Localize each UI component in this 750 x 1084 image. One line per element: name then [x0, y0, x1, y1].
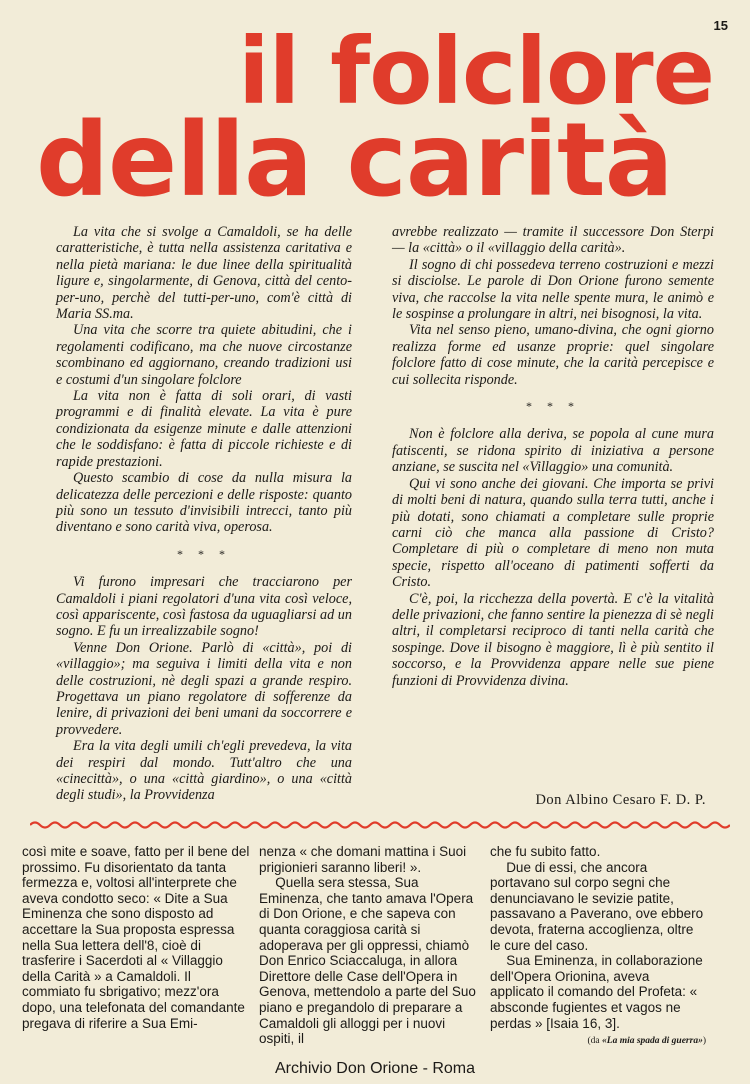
source-note: (da «La mia spada di guerra») — [587, 1036, 706, 1047]
paragraph: Vita nel senso pieno, umano-divina, che ogni giorno realizza forme ed usanze proprie: quel singolare folclore fatto di cose minute, che la carità percepisce e cui sollecita risponde. — [392, 322, 714, 388]
title-line-2: della carità — [36, 101, 673, 220]
paragraph: avrebbe realizzato — tramite il successore Don Sterpi — la «città» o il «villaggio della carità». — [392, 224, 714, 257]
paragraph: Qui vi sono anche dei giovani. Che importa se privi di molti beni di natura, quando sulla terra tutti, anche i più dotati, sono chiamati a completare sulle proprie carni ciò che manca alla passione di Cristo? Completare di più o completare di meno non muta specie, rispetto all'oceano di patimenti sofferti da Cristo. — [392, 475, 714, 591]
lower-column-1 — [22, 844, 250, 1031]
paragraph: La vita non è fatta di soli orari, di vasti programmi e di finalità elevate. La vita è pure condizionata da esigenze minute e dalle attenzioni che le soddisfano: è fatta di piccole richieste e di rapide prestazioni. — [56, 388, 352, 470]
paragraph: Venne Don Orione. Parlò di «città», poi di «villaggio»; ma seguiva i limiti della vita e non delle costruzioni, nè degli spazi a grande respiro. Progettava un piano regolatore di sofferenze da lenire, di privazioni dei beni umani da soccorrere e provvedere. — [56, 639, 352, 738]
paragraph: C'è, poi, la ricchezza della povertà. E c'è la vitalità delle privazioni, che fanno sentire la pienezza di sè negli altri, il completarsi reciproco di tanti nella carità che sospinge. Dove il bisogno è maggiore, lì è più sentito il soccorso, e la Provvidenza appare nelle sue piene funzioni di Provvidenza divina. — [392, 590, 714, 689]
paragraph: Questo scambio di cose da nulla misura la delicatezza delle percezioni e delle risposte: quanto più sono un tessuto d'invisibili intrecci, tanto più diventano e sono carità viva, operosa. — [56, 470, 352, 536]
author-signature: Don Albino Cesaro F. D. P. — [535, 792, 706, 808]
paragraph: Vi furono impresari che tracciarono per Camaldoli i piani regolatori d'una vita così veloce, così appariscente, così fastosa da uguagliarsi ad un sogno. E fu un irrealizzabile sogno! — [56, 574, 352, 640]
section-separator: * * * — [526, 399, 580, 414]
paragraph: che fu subito fatto. — [490, 844, 601, 859]
paragraph: Era la vita degli umili ch'egli prevedeva, la vita dei respiri dal mondo. Tutt'altro che una «cinecittà», o una «città giardino», o una «città degli studi», la Provvidenza — [56, 738, 352, 804]
paragraph: Il sogno di chi possedeva terreno costruzioni e mezzi si disciolse. Le parole di Don Orione furono semente viva, che raccolse la vita nelle spente mura, le animò e le sospinse a prolungare in altri, nei bisognosi, la vita. — [392, 256, 714, 323]
lower-column-2 — [259, 844, 481, 1047]
paragraph: nenza « che domani mattina i Suoi prigionieri saranno liberi! ». — [259, 844, 467, 875]
paragraph: Non è folclore alla deriva, se popola al cune mura fatiscenti, se ridona spirito di iniziativa a persone anziane, se suscita nel «Villaggio» una comunità. — [392, 426, 714, 476]
paragraph: Due di essi, che ancora portavano sul corpo segni che denunciavano le sevizie patite, passavano a Paverano, ove ebbero devota, fraterna accoglienza, oltre le cure del caso. — [490, 859, 704, 953]
page-number: 15 — [713, 18, 728, 33]
paragraph: La vita che si svolge a Camaldoli, se ha delle caratteristiche, è tutta nella assistenza caritativa e nella pietà mariana: le due linee della spiritualità ligure e, singolarmente, di Genova, città del cento-per-uno, perchè del tutti-per-uno, com'è città di Maria SS.ma. — [56, 224, 352, 323]
paragraph: Una vita che scorre tra quiete abitudini, che i regolamenti codificano, ma che nuove circostanze scombinano ed aggiornano, creando tradizioni usi e costumi d'un singolare folclore — [56, 322, 352, 388]
lower-column-3 — [490, 844, 706, 1050]
archive-footer: Archivio Don Orione - Roma — [274, 1060, 476, 1077]
wavy-divider — [30, 818, 730, 832]
paragraph: così mite e soave, fatto per il bene del prossimo. Fu disorientato da tanta fermezza e, voltosi all'interprete che aveva condotto seco: « Dite a Sua Eminenza che sono disposto ad accettare la Sua proposta espressa nella Sua lettera dell'8, cioè di trasferire i Sacerdoti al « Villaggio della Carità » a Camaldoli. Il commiato fu sbrigativo; mezz'ora dopo, una telefonata del comandante pregava di riferire a Sua Emi- — [22, 844, 250, 1031]
article-right-column — [392, 224, 714, 689]
paragraph: Quella sera stessa, Sua Eminenza, che tanto amava l'Opera di Don Orione, e che sapeva con quanta coraggiosa carità si adoperava per gli oppressi, chiamò Don Enrico Sciaccaluga, in allora Direttore delle Case dell'Opera in Genova, mettendolo a parte del Suo piano e pregandolo di preparare a Camaldoli gli alloggi per i nuovi ospiti, il — [259, 875, 476, 1047]
article-left-column — [56, 224, 352, 804]
title-line-1: il folclore — [238, 18, 714, 125]
section-separator: * * * — [177, 546, 231, 561]
paragraph: Sua Eminenza, in collaborazione dell'Opera Orionina, aveva applicato il comando del Profeta: « absconde fugientes et vagos ne perdas » [Isaia 16, 3]. — [490, 953, 703, 1031]
